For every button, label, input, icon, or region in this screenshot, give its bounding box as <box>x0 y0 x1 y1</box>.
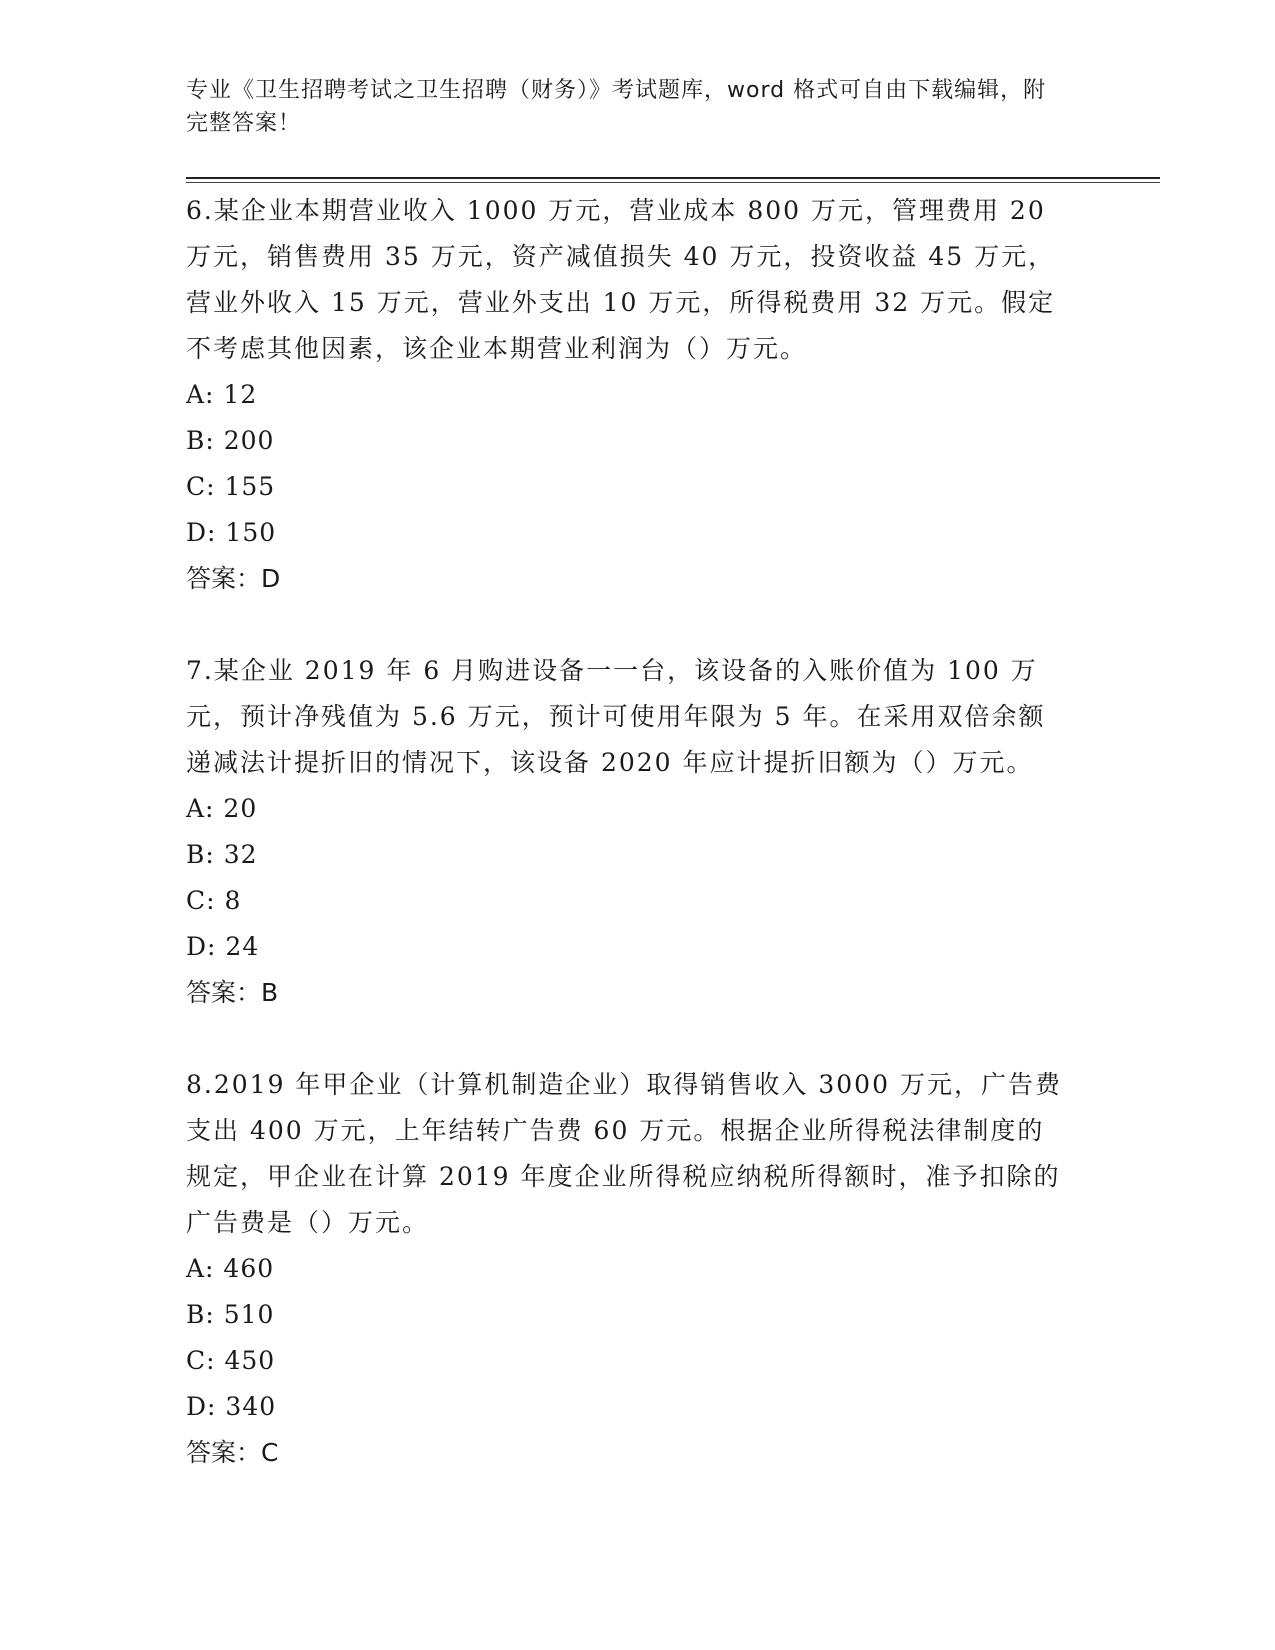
question-spacer <box>186 1016 1086 1062</box>
question-spacer <box>186 602 1086 648</box>
document-header <box>186 74 1066 140</box>
question-stem: 7.某企业 2019 年 6 月购进设备一一台，该设备的入账价值为 100 万元，预计净残值为 5.6 万元，预计可使用年限为 5 年。在采用双倍余额递减法计提折旧的情况下，该设备 2020 年应计提折旧额为（）万元。 <box>186 656 1046 777</box>
option-c: C: 8 <box>186 886 242 915</box>
answer-line: 答案：D <box>186 564 281 593</box>
question-stem: 8.2019 年甲企业（计算机制造企业）取得销售收入 3000 万元，广告费支出 400 万元，上年结转广告费 60 万元。根据企业所得税法律制度的规定，甲企业在计算 2019 年度企业所得税应纳税所得额时，准予扣除的广告费是（）万元。 <box>186 1070 1062 1237</box>
header-divider-thin <box>186 182 1160 183</box>
header-title: 专业《卫生招聘考试之卫生招聘（财务）》考试题库，word 格式可自由下载编辑，附完整答案！ <box>186 78 1047 136</box>
option-a: A: 20 <box>186 794 258 823</box>
option-a: A: 12 <box>186 380 258 409</box>
option-a: A: 460 <box>186 1254 275 1283</box>
question-list <box>186 188 1086 1476</box>
option-d: D: 24 <box>186 932 260 961</box>
option-b: B: 510 <box>186 1300 275 1329</box>
question-stem: 6.某企业本期营业收入 1000 万元，营业成本 800 万元，管理费用 20 万元，销售费用 35 万元，资产减值损失 40 万元，投资收益 45 万元，营业外收入 15 万元，营业外支出 10 万元，所得税费用 32 万元。假定不考虑其他因素，该企业本期营业利润为（）万元。 <box>186 196 1056 363</box>
header-divider-thick <box>186 177 1160 179</box>
answer-line: 答案：B <box>186 978 279 1007</box>
question-7 <box>186 648 1086 1016</box>
option-b: B: 200 <box>186 426 275 455</box>
answer-line: 答案：C <box>186 1438 279 1467</box>
option-d: D: 340 <box>186 1392 277 1421</box>
option-c: C: 155 <box>186 472 276 501</box>
question-6 <box>186 188 1086 602</box>
option-b: B: 32 <box>186 840 258 869</box>
option-c: C: 450 <box>186 1346 276 1375</box>
question-8 <box>186 1062 1086 1476</box>
option-d: D: 150 <box>186 518 277 547</box>
